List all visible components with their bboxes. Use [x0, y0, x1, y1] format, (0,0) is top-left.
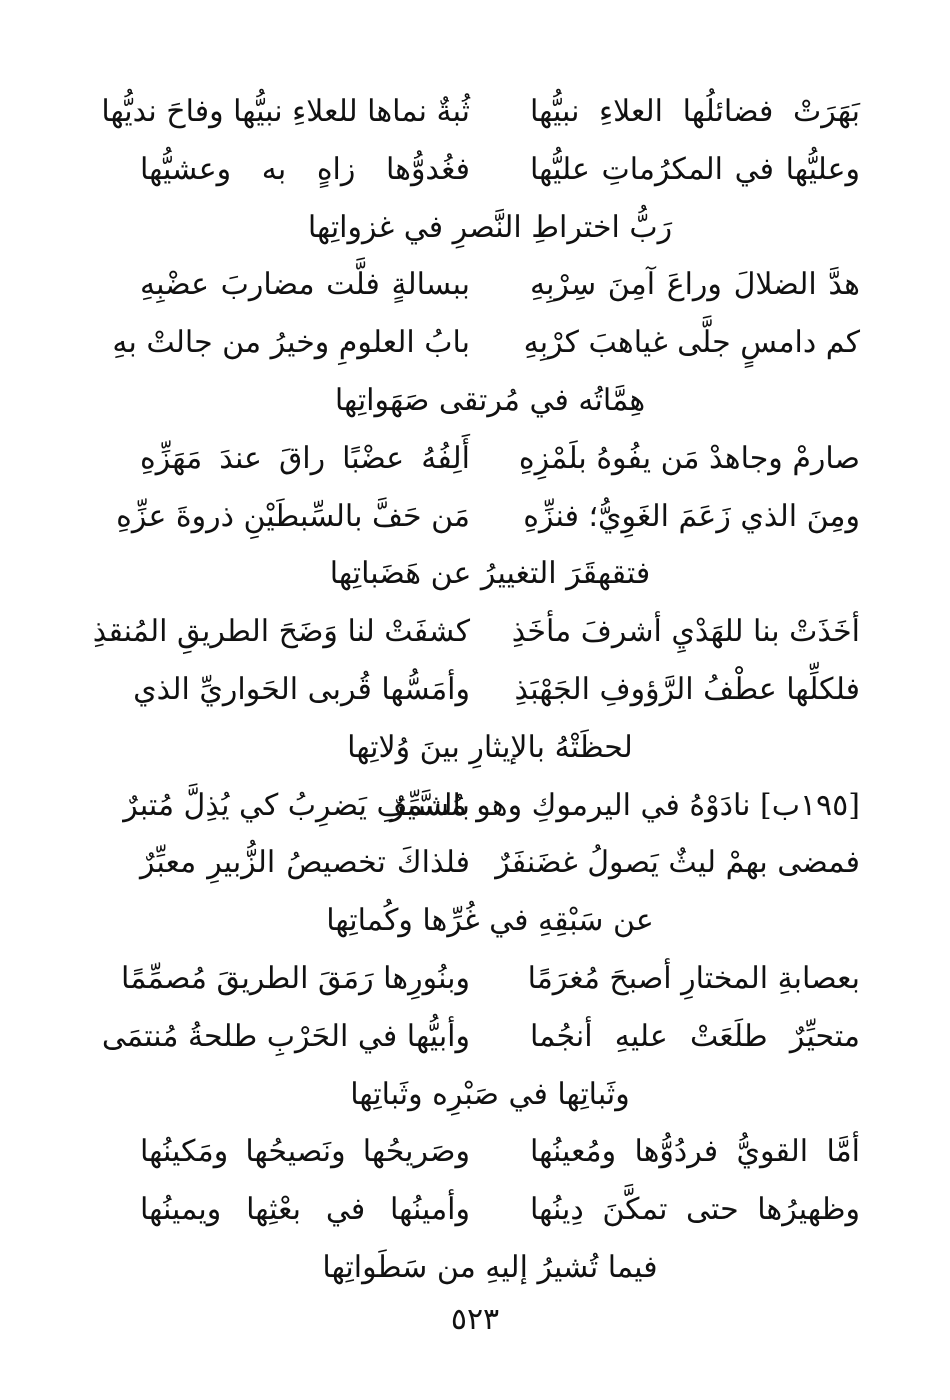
- verse-second-hemistich: أَلِفُهُ عضْبًا راقَ عندَ مَهَزِّهِ: [140, 440, 470, 476]
- verse-line: [120, 257, 860, 315]
- verse-second-hemistich: ثُبةٌ نماها للعلاءِ نبيُّها وفاحَ نديُّها: [101, 94, 470, 129]
- verse-first-hemistich: كم دامسٍ جلَّى غياهبَ كرْبِهِ: [523, 325, 860, 361]
- refrain-line: [120, 373, 860, 431]
- verse-second-hemistich: بالسَّيفِ يَضرِبُ كي يُذِلَّ مُتبرٌ: [123, 787, 470, 823]
- refrain-text: وثَباتِها في صَبْرِه وثَباتِها: [350, 1076, 630, 1112]
- verse-line: [120, 951, 860, 1009]
- verse-first-hemistich: فلكلِّها عطْفُ الرَّؤوفِ الجَهْبَذِ: [514, 671, 860, 707]
- verse-line: [101, 1009, 860, 1067]
- verse-line: [120, 1124, 860, 1182]
- verse-second-hemistich: وأبيُّها في الحَرْبِ طلحةُ مُنتمَى: [101, 1018, 470, 1054]
- refrain-text: فيما تُشيرُ إليهِ من سَطَواتِها: [322, 1249, 658, 1285]
- verse-second-hemistich: وأمينُها في بعْثِها ويمينُها: [140, 1192, 470, 1228]
- verse-second-hemistich: كشفَتْ لنا وَضَحَ الطريقِ المُنقذِ: [92, 614, 470, 650]
- verse-first-hemistich: صارمْ وجاهدْ مَن يفُوهُ بلَمْزِهِ: [518, 440, 860, 476]
- refrain-line: [120, 893, 860, 951]
- verse-line: [120, 1182, 860, 1240]
- verse-line: [120, 142, 860, 200]
- verse-first-hemistich: [١٩٥ب] نادَوْهُ في اليرموكِ وهو مُشمِّرٌ: [390, 787, 860, 823]
- verse-first-hemistich: هدَّ الضلالَ وراعَ آمِنَ سِرْبِهِ: [530, 267, 860, 303]
- verse-second-hemistich: بابُ العلومِ وخيرُ من جالتْ بهِ: [112, 325, 470, 361]
- verse-first-hemistich: وظهيرُها حتى تمكَّنَ دِينُها: [530, 1192, 860, 1228]
- refrain-line: [120, 1067, 860, 1125]
- verse-line: [112, 315, 860, 373]
- verse-second-hemistich: وبنُورِها رَمَقَ الطريقَ مُصمِّمًا: [121, 960, 470, 996]
- verse-second-hemistich: وصَريحُها ونَصيحُها ومَكينُها: [140, 1134, 470, 1170]
- verse-line: [92, 604, 860, 662]
- verse-line: [120, 431, 860, 489]
- verse-second-hemistich: ببسالةٍ فلَّت مضاربَ عضْبِهِ: [140, 267, 470, 303]
- verse-first-hemistich: فمضى بهمْ ليثٌ يَصولُ غضَنفَرٌ: [495, 845, 860, 881]
- verse-first-hemistich: أمَّا القويُّ فردُوُّها ومُعينُها: [530, 1134, 860, 1170]
- refrain-text: عن سَبْقِهِ في غُرِّها وكُماتِها: [326, 903, 654, 939]
- verse-line: [120, 778, 860, 836]
- refrain-text: رَبُّ اختراطِ النَّصرِ في غزواتِها: [307, 209, 673, 245]
- verse-second-hemistich: مَن حَفَّ بالسِّبطَيْنِ ذروةَ عزِّهِ: [116, 498, 470, 534]
- poem: [92, 84, 860, 1298]
- refrain-line: [120, 546, 860, 604]
- verse-first-hemistich: وعليُّها في المكرُماتِ عليُّها: [530, 151, 860, 187]
- verse-second-hemistich: فغُدوُّها زاهٍ به وعشيُّها: [140, 151, 470, 187]
- verse-line: [120, 835, 860, 893]
- refrain-line: [120, 1240, 860, 1298]
- refrain-text: فتقهقَرَ التغييرُ عن هَضَباتِها: [329, 556, 651, 592]
- verse-line: [120, 662, 860, 720]
- refrain-text: لحظَتْهُ بالإيثارِ بينَ وُلاتِها: [347, 729, 633, 765]
- refrain-text: هِمَّاتُه في مُرتقى صَهَواتِها: [334, 382, 646, 418]
- verse-first-hemistich: ومِنَ الذي زَعَمَ الغَوِيُّ؛ فنزِّهِ: [523, 498, 860, 534]
- verse-first-hemistich: أخَذَتْ بنا للهَدْيِ أشرفَ مأخَذِ: [511, 614, 860, 650]
- verse-first-hemistich: بَهَرَتْ فضائلُها العلاءِ نبيُّها: [530, 94, 860, 129]
- verse-line: [116, 489, 860, 547]
- verse-second-hemistich: فلذاكَ تخصيصُ الزُّبيرِ معبِّرٌ: [140, 845, 470, 881]
- refrain-line: [120, 720, 860, 778]
- verse-first-hemistich: متحيِّرٌ طلَعَتْ عليهِ أنجُما: [530, 1018, 860, 1054]
- verse-second-hemistich: وأمَسُّها قُربى الحَواريِّ الذي: [133, 671, 470, 707]
- page-number: ٥٢٣: [450, 1302, 500, 1337]
- verse-line: [101, 84, 860, 142]
- refrain-line: [120, 200, 860, 258]
- verse-first-hemistich: بعصابةِ المختارِ أصبحَ مُغرَمًا: [527, 960, 860, 996]
